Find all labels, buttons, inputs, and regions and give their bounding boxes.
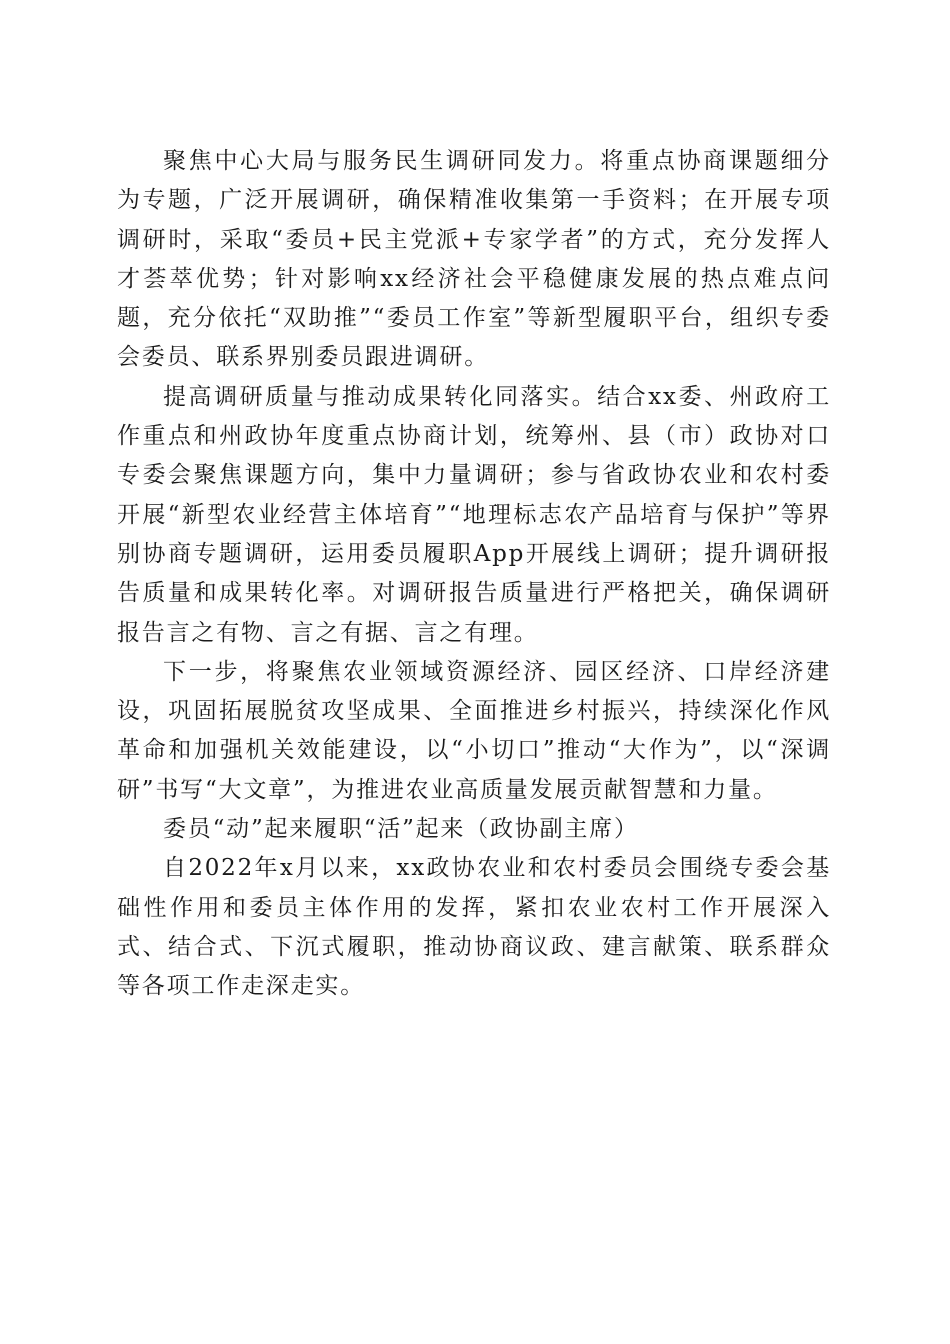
- paragraph-research-quality: 提高调研质量与推动成果转化同落实。结合xx委、州政府工作重点和州政协年度重点协商计划，统筹州、县（市）政协对口专委会聚焦课题方向，集中力量调研；参与省政协农业和农村委开展“新型农业经营主体培育”“地理标志农产品培育与保护”等界别协商专题调研，运用委员履职App开展线上调研；提升调研报告质量和成果转化率。对调研报告质量进行严格把关，确保调研报告言之有物、言之有据、言之有理。: [117, 383, 831, 646]
- paragraph-next-step: 下一步，将聚焦农业领域资源经济、园区经济、口岸经济建设，巩固拓展脱贫攻坚成果、全面推进乡村振兴，持续深化作风革命和加强机关效能建设，以“小切口”推动“大作为”，以“深调研”书写“大文章”，为推进农业高质量发展贡献智慧和力量。: [117, 658, 831, 803]
- paragraph-since-2022: 自2022年x月以来，xx政协农业和农村委员会围绕专委会基础性作用和委员主体作用的发挥，紧扣农业农村工作开展深入式、结合式、下沉式履职，推动协商议政、建言献策、联系群众等各项工作走深走实。: [117, 855, 831, 1000]
- paragraph-research-focus: 聚焦中心大局与服务民生调研同发力。将重点协商课题细分为专题，广泛开展调研，确保精准收集第一手资料；在开展专项调研时，采取“委员+民主党派+专家学者”的方式，充分发挥人才荟萃优势；针对影响xx经济社会平稳健康发展的热点难点问题，充分依托“双助推”“委员工作室”等新型履职平台，组织专委会委员、联系界别委员跟进调研。: [117, 148, 831, 371]
- section-heading: 委员“动”起来履职“活”起来（政协副主席）: [163, 816, 639, 843]
- document-page: [117, 142, 831, 1007]
